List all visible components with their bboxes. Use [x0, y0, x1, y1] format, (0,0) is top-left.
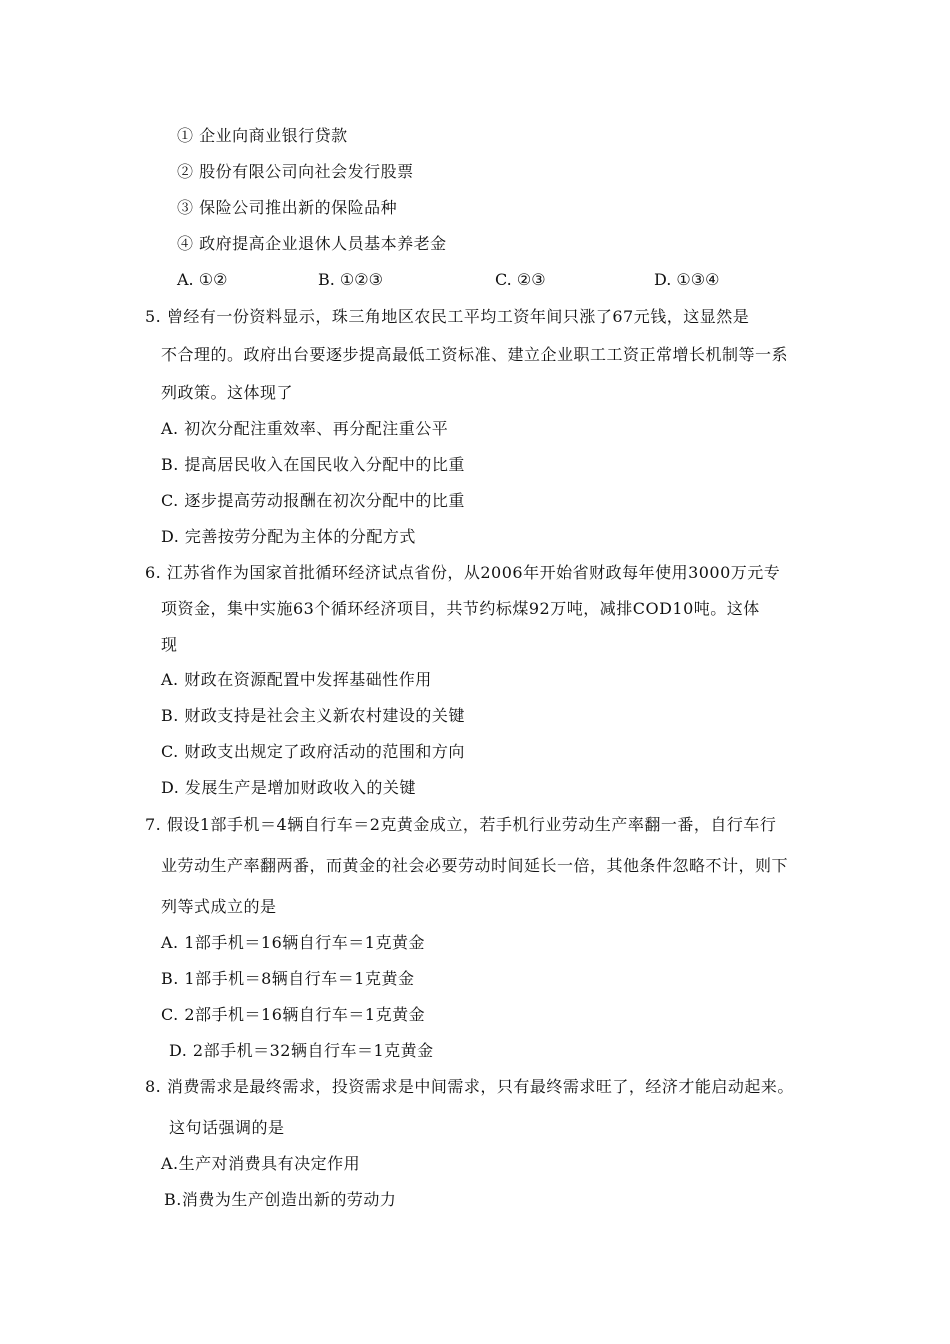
q4-options	[177, 270, 777, 290]
q8-stem-line-1: 8. 消费需求是最终需求，投资需求是中间需求，只有最终需求旺了，经济才能启动起来。	[145, 1077, 794, 1096]
q5-option-a: A. 初次分配注重效率、再分配注重公平	[161, 419, 449, 438]
q5-option-c: C. 逐步提高劳动报酬在初次分配中的比重	[161, 491, 465, 510]
q7-option-d: D. 2部手机＝32辆自行车＝1克黄金	[169, 1041, 434, 1060]
q8-stem-line-2: 这句话强调的是	[169, 1118, 285, 1137]
q5-stem-line-1: 5. 曾经有一份资料显示，珠三角地区农民工平均工资年间只涨了67元钱，这显然是	[145, 307, 750, 326]
q7-stem-line-1: 7. 假设1部手机＝4辆自行车＝2克黄金成立，若手机行业劳动生产率翻一番，自行车行	[145, 815, 777, 834]
q4-option-b: B. ①②③	[318, 270, 383, 289]
q8-option-a: A.生产对消费具有决定作用	[161, 1154, 361, 1173]
q5-option-b: B. 提高居民收入在国民收入分配中的比重	[161, 455, 465, 474]
q6-option-a: A. 财政在资源配置中发挥基础性作用	[161, 670, 432, 689]
q4-option-a: A. ①②	[177, 270, 228, 289]
q6-stem-line-2: 项资金，集中实施63个循环经济项目，共节约标煤92万吨，减排COD10吨。这体	[161, 599, 760, 618]
q5-option-d: D. 完善按劳分配为主体的分配方式	[161, 527, 416, 546]
q6-option-c: C. 财政支出规定了政府活动的范围和方向	[161, 742, 465, 761]
q5-stem-line-2: 不合理的。政府出台要逐步提高最低工资标准、建立企业职工工资正常增长机制等一系	[161, 345, 789, 364]
q6-option-b: B. 财政支持是社会主义新农村建设的关键	[161, 706, 465, 725]
q7-option-a: A. 1部手机＝16辆自行车＝1克黄金	[161, 933, 425, 952]
q7-stem-line-3: 列等式成立的是	[161, 897, 277, 916]
q6-stem-line-1: 6. 江苏省作为国家首批循环经济试点省份，从2006年开始省财政每年使用3000万元专	[145, 563, 781, 582]
q6-stem-line-3: 现	[161, 635, 178, 654]
q7-stem-line-2: 业劳动生产率翻两番，而黄金的社会必要劳动时间延长一倍，其他条件忽略不计，则下	[161, 856, 789, 875]
q4-item-3: ③ 保险公司推出新的保险品种	[177, 198, 398, 217]
q4-option-d: D. ①③④	[654, 270, 720, 289]
q5-stem-line-3: 列政策。这体现了	[161, 383, 294, 402]
q4-item-1: ① 企业向商业银行贷款	[177, 126, 348, 145]
q4-option-c: C. ②③	[495, 270, 546, 289]
q8-option-b: B.消费为生产创造出新的劳动力	[164, 1190, 397, 1209]
q7-option-b: B. 1部手机＝8辆自行车＝1克黄金	[161, 969, 415, 988]
q4-item-4: ④ 政府提高企业退休人员基本养老金	[177, 234, 447, 253]
q7-option-c: C. 2部手机＝16辆自行车＝1克黄金	[161, 1005, 426, 1024]
q6-option-d: D. 发展生产是增加财政收入的关键	[161, 778, 416, 797]
q4-item-2: ② 股份有限公司向社会发行股票	[177, 162, 414, 181]
